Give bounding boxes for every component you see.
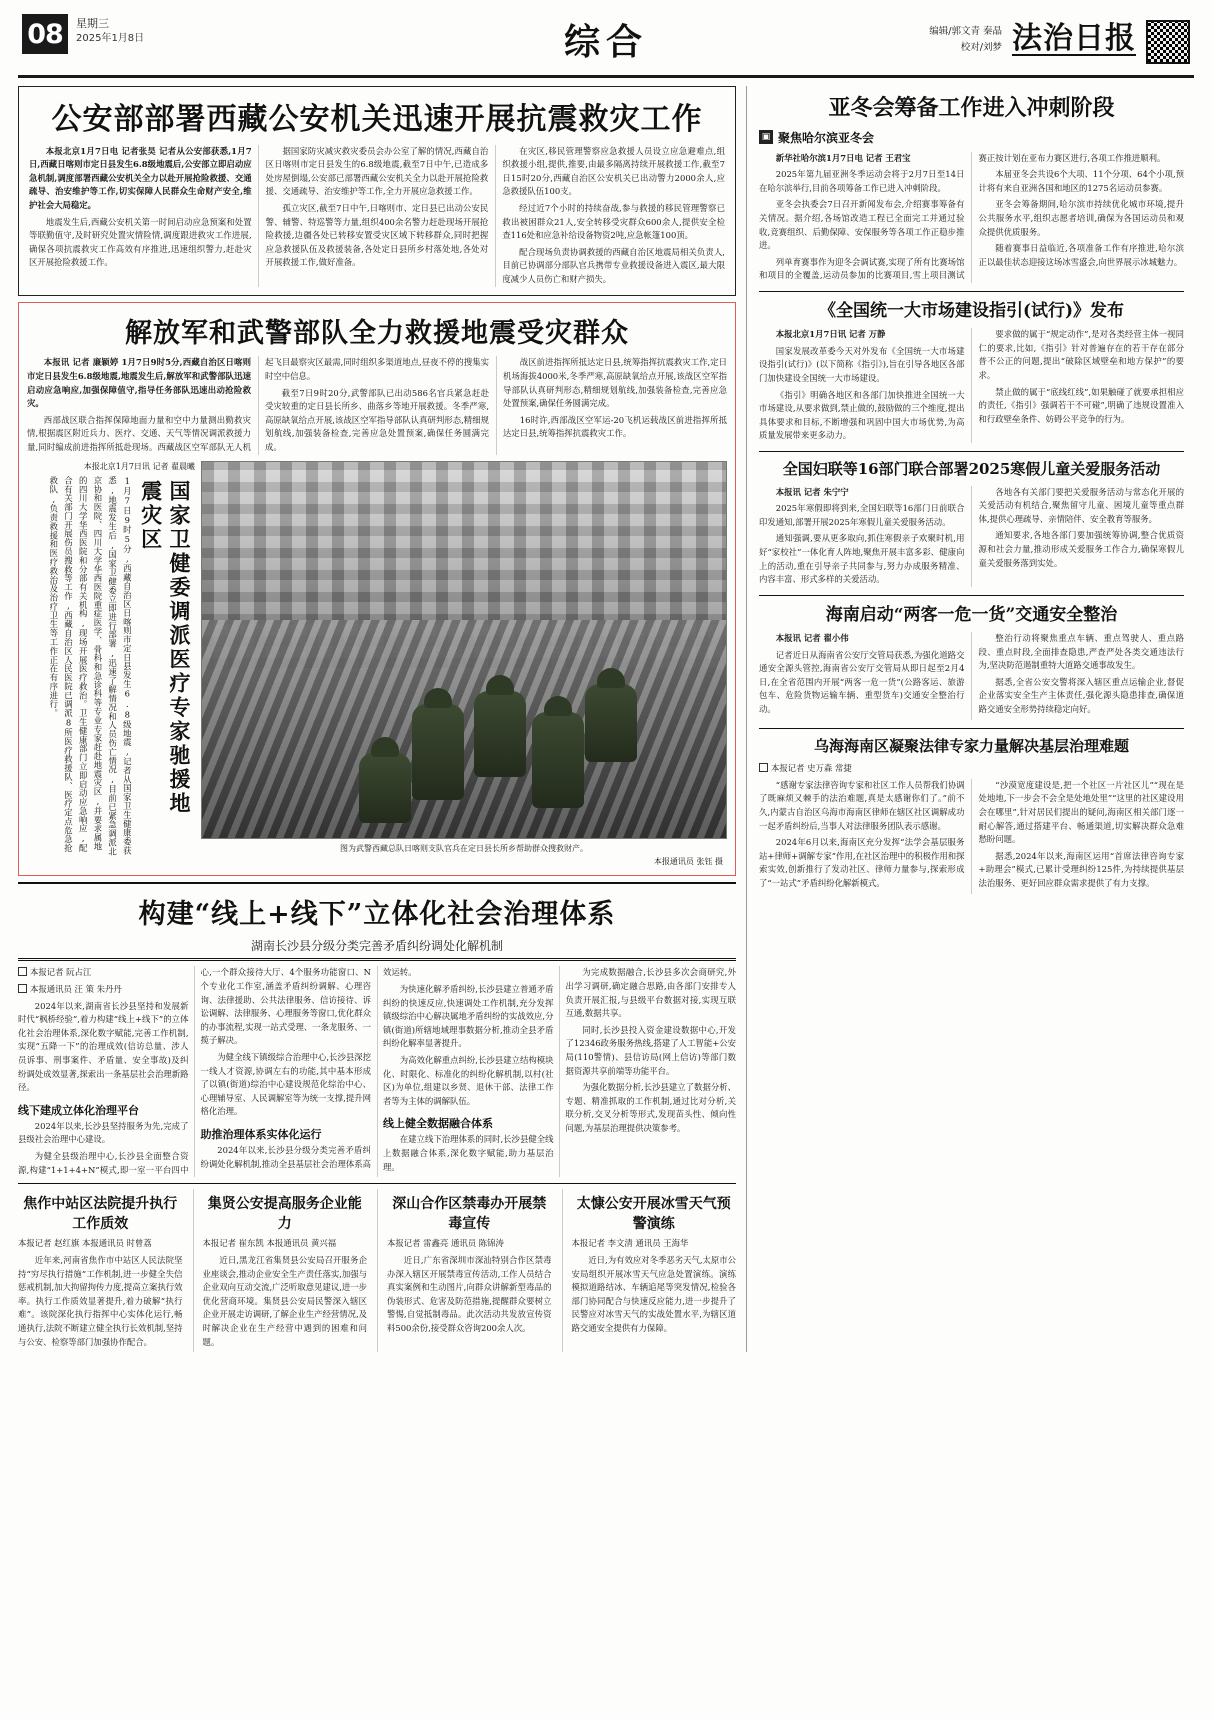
paragraph: 为健全线下镇级综合治理中心,长沙县深挖一线人才资源,协调左右的功能,其中基本形成了以镇(街道)综治中心建设规范化综治中心、心理辅导室、人民调解室等为统一支撑,提升网格化治理。 bbox=[200, 1052, 371, 1117]
lead-headline: 公安部部署西藏公安机关迅速开展抗震救灾工作 bbox=[51, 102, 703, 137]
paragraph: 据悉,2024年以来,海南区运用“首席法律咨询专家+助理会”模式,已累计受理纠纷125件,为持续提供基层法治服务、更好回应群众需求提供了有力支撑。 bbox=[978, 850, 1184, 888]
vertical-and-photo bbox=[27, 461, 727, 856]
byline: 本报记者 赵红旗 本报通讯员 时曾荔 bbox=[18, 1238, 152, 1249]
vertical-dateline: 本报北京1月7日讯 记者 翟晨曦 bbox=[83, 461, 195, 471]
paragraph: 为强化数据分析,长沙县建立了数据分析、专题、精准抓取的工作机制,通过比对分析,关联分析,交叉分析等形式,发现苗头性、倾向性问题,为基层治理提供决策参考。 bbox=[565, 1082, 736, 1134]
art1-body bbox=[759, 152, 1184, 283]
byline: 本报记者 阮占江 bbox=[18, 966, 189, 980]
lead-body bbox=[29, 145, 725, 287]
paragraph: 2024年以来,长沙县分级分类完善矛盾纠纷调处化解机制,推动全县基层社会治理体系高效运转。 bbox=[200, 967, 417, 1169]
art5-headline: 乌海海南区凝聚法律专家力量解决基层治理难题 bbox=[813, 736, 1129, 755]
byline: 本报讯 记者 廉颖婷 1月7日9时5分,西藏自治区日喀则市定日县发生6.8级地震,地震发生后,解放军和武警部队迅速启动应急响应,加强保障值守,指导任务部队迅速出动抢险救灾。 bbox=[27, 357, 251, 409]
paragraph: 整治行动将聚焦重点车辆、重点驾驶人、重点路段、重点时段,全面排查隐患,严查严处各类交通违法行为,坚决防范遏制重特大道路交通事故发生。 bbox=[978, 632, 1184, 671]
article-asian-winter-games bbox=[759, 94, 1184, 283]
dateline: 本报记者 史万森 常捷 bbox=[759, 762, 1184, 776]
dateline: 本报讯 记者 翟小伟 bbox=[775, 632, 849, 643]
artb-body bbox=[18, 966, 736, 1177]
paragraph: 本届亚冬会共设6个大项、11个分项、64个小项,预计将有来自亚洲各国和地区的1275名运动员参赛。 bbox=[978, 169, 1184, 193]
paragraph: 列单育赛事作为迎冬会调试赛,实现了所有比赛场馆和项目的全覆盖,运动员参加的比赛项目,雪上项目测试赛正按计划在亚布力赛区进行,各项工作推进顺利。 bbox=[759, 152, 1166, 281]
subheading: 助推治理体系实体化运行 bbox=[200, 1128, 322, 1142]
article-children-care bbox=[759, 460, 1184, 587]
masthead bbox=[18, 0, 1194, 78]
paragraph: 2024年以来,长沙县坚持服务为先,完成了县级社会治理中心建设。 bbox=[18, 1120, 189, 1145]
paragraph: 随着赛事日益临近,各项准备工作有序推进,哈尔滨正以最佳状态迎接这场冰雪盛会,向世界展示冰城魅力。 bbox=[978, 243, 1184, 267]
paragraph: 2025年寒假即将到来,全国妇联等16部门日前联合印发通知,部署开展2025年寒假儿童关爱服务活动。 bbox=[759, 503, 965, 527]
square-bullet-icon bbox=[18, 967, 27, 976]
brief-item bbox=[562, 1189, 737, 1352]
paragraph: 经过近7个小时的持续奋战,参与救援的移民管理警察已救出被困群众21人,安全转移受灾群众600余人,提供安全检查116处和应急补给设备物资2吨,应急帐篷100顶。 bbox=[502, 202, 725, 241]
article-unified-market bbox=[759, 300, 1184, 443]
paragraph: 16时许,西部战区空军运-20飞机运载战区前进指挥所抵达定日县,统筹指挥抗震救灾工作。 bbox=[503, 414, 727, 439]
paragraph: 据悉,全省公安交警将深入辖区重点运输企业,督促企业落实安全生产主体责任,强化源头隐患排查,确保道路交通安全形势持续稳定向好。 bbox=[978, 676, 1184, 714]
art4-headline: 海南启动“两客一危一货”交通安全整治 bbox=[825, 604, 1118, 625]
weekday-label: 星期三 bbox=[76, 17, 109, 30]
paragraph: 《指引》明确各地区和各部门加快推进全国统一大市场建设,从要求做到,禁止做的,鼓励做的三个维度,提出具体要求和目标,不断增强和巩固中国大市场优势,为高质量发展带来更多动力。 bbox=[759, 389, 965, 441]
paragraph: 据国家防灾减灾救灾委员会办公室了解的情况,西藏自治区日喀则市定日县发生的6.8级地震,截至7日中午,已造成多处房屋倒塌,公安部已部署西藏公安机关全力以赴开展抢险救援、交通疏导、治安维护等工作,全力开展应急救援工作。 bbox=[265, 145, 489, 197]
photo-credit: 本报通讯员 张钰 摄 bbox=[653, 856, 723, 866]
photo-figure bbox=[585, 684, 637, 762]
vertical-body: 1月7日9时5分,西藏自治区日喀则市定日县发生6.8级地震,记者从国家卫生健康委获悉,地震发生后,国家卫健委立即进行部署,迅速了解情况和人员伤亡情况,目前已紧急调派北京协和医院、四川大学华西医院重症医学、骨科和急诊科等专业专家赶赴地震灾区,并要求属地的四川大学华西医院和分部有关机构,现场开展医疗救治。卫生健康部门立即启动应急响应,配合有关部门开展伤员搜救等工作,西藏自治区人民医院已调派8所医疗救援队、医疗定点危急抢救队,负责救援和医疗救治及治疗卫生等工作正在有序进行。 bbox=[48, 475, 133, 856]
photo-block bbox=[201, 461, 727, 856]
red-headline: 解放军和武警部队全力救援地震受灾群众 bbox=[125, 317, 629, 349]
art1-headline: 亚冬会筹备工作进入冲刺阶段 bbox=[828, 95, 1115, 121]
paragraph: 近年来,河南省焦作市中站区人民法院坚持“穷尽执行措施”工作机制,进一步健全失信惩戒机制,加大拘留拘传力度,提高立案执行效率。执行工作质效显著提升,着力破解“执行难”。该院深化执行指挥中心实体化运行,畅通执行,法院不断建立健全执行长效机制,坚持与公安、检察等部门加强协作配合。 bbox=[18, 1254, 183, 1347]
vertical-article bbox=[27, 461, 195, 856]
editor-line: 编辑/郭文青 秦晶 bbox=[929, 26, 1002, 37]
paragraph: 本报北京1月7日电 记者张昊 记者从公安部获悉,1月7日,西藏日喀则市定日县发生6.8级地震后,公安部立即启动应急机制,调度部署西藏公安机关全力以赴开展抢险救援、交通疏导、治安维护等工作,切实保障人民群众生命财产安全,维护社会大局稳定。 bbox=[29, 145, 252, 210]
byline: 本报通讯员 汪 策 朱丹丹 bbox=[18, 983, 189, 997]
byline: 本报记者 李文清 通讯员 王海华 bbox=[571, 1238, 689, 1249]
paper-title: 法治日报 bbox=[1012, 21, 1136, 56]
brief-item bbox=[193, 1189, 368, 1352]
dateline: 本报讯 记者 朱宁宁 bbox=[775, 486, 849, 497]
photo-rubble-layer bbox=[202, 620, 726, 838]
date-label: 2025年1月8日 bbox=[76, 32, 145, 44]
briefs-row bbox=[18, 1183, 736, 1352]
paragraph: 国家发展改革委今天对外发布《全国统一大市场建设指引(试行)》(以下简称《指引》),旨在引导各地区各部门加快建设全国统一大市场建设。 bbox=[759, 345, 965, 383]
art1-tag-label: 聚焦哈尔滨亚冬会 bbox=[778, 130, 875, 145]
bookmark-icon: ▣ bbox=[759, 130, 773, 144]
paragraph: “沙漠宽度建设是,把一个社区一片社区儿”“现在是处地地,下一步会不会全是处地处里”“这里的社区建设用会在哪里”,针对居民们提出的疑问,海南区相关部门逐一耐心解答,通过搭建平台、畅通渠道,切实解决群众急难愁盼问题。 bbox=[978, 779, 1184, 845]
article-social-governance bbox=[18, 882, 736, 1178]
paragraph: 战区前进指挥所抵达定日县,统筹指挥抗震救灾工作,定日机场海拔4000米,冬季严寒,高原缺氧给点开展,该战区空军指导部队认真研判形态,精细规划航线,加强装备检查,完善应急处置预案,确保任务圆满完成。 bbox=[503, 357, 727, 409]
art3-body bbox=[759, 486, 1184, 587]
paragraph: 通知要求,各地各部门要加强统筹协调,整合优质资源和社会力量,推动形成关爱服务工作合力,确保寒假儿童关爱服务落到实处。 bbox=[978, 530, 1184, 568]
section-title: 综合 bbox=[563, 21, 648, 63]
brief-headline: 太慷公安开展冰雪天气预警演练 bbox=[576, 1196, 731, 1233]
article-red-highlight bbox=[18, 302, 736, 876]
page-number: 08 bbox=[22, 14, 68, 54]
news-photo bbox=[201, 461, 727, 839]
paragraph: 为健全县级治理中心,长沙县全面整合资源,构建“1+1+4+N”模式,即一室一平台四中心,一个群众接待大厅、4个服务功能窗口、N个专业化工作室,涵盖矛盾纠纷调解、心理咨询、法律援助、公共法律服务、信访接待、诉讼调解、法律服务、心理服务等窗口,优化群众的办事流程,实现一站式受理、一条龙服务、一揽子解决。 bbox=[18, 967, 371, 1175]
paragraph: 西部战区联合指挥保障地面力量和空中力量测出勤救灾情,根据震区附近兵力、医疗、交通、天气等情况调派救援力量,同时编成前进指挥所抵赴现场。西藏战区空军部队无人机起飞目最察灾区最需,同时组织多渠道地点,昼夜不停的搜集实时空中信息。 bbox=[27, 357, 489, 452]
paragraph: 通知强调,要从更多取向,抓住寒假亲子欢聚时机,用好“家校社”一体化育人阵地,聚焦开展丰富多彩、健康向上的活动,重在引导亲子共同参与,努力办成服务精准、内容丰富、形式多样的关爱活动。 bbox=[759, 533, 965, 585]
brief-item bbox=[377, 1189, 552, 1352]
brief-headline: 集贤公安提高服务企业能力 bbox=[207, 1196, 362, 1233]
art5-body bbox=[759, 779, 1184, 894]
article-lead bbox=[18, 86, 736, 296]
paragraph: 要求做的属于“规定动作”,是对各类经营主体一视同仁的要求,比如,《指引》针对普遍存在的若干存在部分普不公正的问题,提出“破除区域壁垒和地方保护”的要求。 bbox=[978, 329, 1184, 380]
brief-headline: 焦作中站区法院提升执行工作质效 bbox=[23, 1196, 178, 1233]
dateline: 新华社哈尔滨1月7日电 记者 王君宝 bbox=[775, 152, 911, 163]
paragraph: 2024年以来,湖南省长沙县坚持和发展新时代“枫桥经验”,着力构建“线上+线下”的立体化社会治理体系,深化数字赋能,完善工作机制,实现“五降一下”的治理成效(信访总量、涉人员诉事、刑事案件、矛盾量、安全事故)及纠纷调处成效显著,探索出一条基层社会治理新路径。 bbox=[18, 1000, 189, 1093]
paragraph: 各地各有关部门要把关爱服务活动与常态化开展的关爱活动有机结合,聚焦留守儿童、困境儿童等重点群体,提供心理疏导、亲情陪伴、安全教育等服务。 bbox=[978, 486, 1184, 524]
paragraph: 近日,黑龙江省集贤县公安局召开服务企业座谈会,推动企业安全生产责任落实,加强与企业双向互动交流,广泛听取意见建议,进一步优化营商环境。集贤县公安局民警深入辖区企业开展走访调研,了解企业生产经营情况,及时解决企业在生产经营中遇到的困难和问题。 bbox=[202, 1254, 367, 1347]
photo-figure bbox=[474, 691, 526, 777]
byline: 本报记者 雷鑫亮 通讯员 陈锦涛 bbox=[387, 1238, 504, 1249]
byline: 本报记者 崔东凯 本报通讯员 黄兴福 bbox=[202, 1238, 337, 1249]
paragraph: 禁止做的属于“底线红线”,如果触碰了就要承担相应的责任,《指引》强调若干不可碰”,明确了违规设置准入和行政壁垒条件、妨碍公平竞争的行为。 bbox=[978, 386, 1184, 424]
photo-figure bbox=[412, 704, 464, 800]
paragraph: 同时,长沙县投入资金建设数据中心,开发了12346政务服务热线,搭建了人工智能+公安局(110警情)、县信访局(网上信访)等部门数据资源共享前端等功能平台。 bbox=[565, 1024, 736, 1076]
paragraph: 为快速化解矛盾纠纷,长沙县建立普通矛盾纠纷的快速反应,快速调处工作机制,充分发挥镇级综治中心解决属地矛盾纠纷的实战效应,分镇(街道)所辖地域理事数据分析,推动全县矛盾纠纷化解率显著提升。 bbox=[383, 983, 554, 1049]
photo-figure bbox=[359, 753, 411, 823]
brief-headline: 深山合作区禁毒办开展禁毒宣传 bbox=[392, 1196, 547, 1233]
square-bullet-icon bbox=[759, 763, 768, 772]
paragraph: 记者近日从海南省公安厅交管局获悉,为强化道路交通安全源头管控,海南省公安厅交管局从即日起至2月4日,在全省范围内开展“两客一危一货”(公路客运、旅游包车、危险货物运输车辆、重型货车)交通安全整治行动。 bbox=[759, 649, 965, 714]
paragraph: 近日,为有效应对冬季恶劣天气,太原市公安局组织开展冰雪天气应急处置演练。演练模拟道路结冰、车辆追尾等突发情况,检验各部门协同配合与快速反应能力,进一步提升了民警应对冰雪天气的实战处置水平,为辖区道路交通安全提供有力保障。 bbox=[571, 1254, 736, 1333]
dateline: 本报北京1月7日讯 记者 万静 bbox=[775, 329, 886, 340]
left-column bbox=[18, 86, 736, 1352]
article-hainan-traffic bbox=[759, 604, 1184, 720]
paragraph: 2025年第九届亚洲冬季运动会将于2月7日至14日在哈尔滨举行,目前各项筹备工作已进入冲刺阶段。 bbox=[759, 169, 965, 193]
square-bullet-icon bbox=[18, 984, 27, 993]
subheading: 线下建成立体化治理平台 bbox=[18, 1103, 139, 1117]
paragraph: 截至7日9时20分,武警部队已出动586名官兵紧急赶赴受灾较重的定日县长所乡、曲落乡等地开展救援。冬季严寒,高原缺氧给点开展,该战区空军指导部队认真研判形态,精细规划航线,加强装备检查,完善应急处置预案,确保任务圆满完成。 bbox=[265, 387, 489, 452]
photo-caption: 图为武警西藏总队日喀则支队官兵在定日县长所乡帮助群众搜救财产。 bbox=[340, 843, 588, 853]
paragraph: 配合现场负责协调救援的西藏自治区地震局相关负责人,目前已协调部分部队官兵携带专业救援设备进入震区,最大限度减少人员伤亡和财产损失。 bbox=[502, 246, 725, 284]
paragraph: 在灾区,移民管理警察应急救援人员设立应急避难点,组织救援小组,提供,推要,由最多隔离持续开展救援工作,截至7日15时20分,西藏自治区公安机关已出动警力2000余人,应急救援队伍100支。 bbox=[502, 145, 725, 197]
red-body bbox=[27, 356, 727, 454]
art1-tag bbox=[759, 129, 1184, 146]
paragraph: 亚冬会执委会7日召开新闻发布会,介绍赛事筹备有关情况。据介绍,各场馆改造工程已全面完工并通过验收,竞赛组织、后勤保障、安保服务等各项工作正稳步推进。 bbox=[759, 199, 965, 251]
artb-headline: 构建“线上+线下”立体化社会治理体系 bbox=[138, 898, 616, 930]
paragraph: 近日,广东省深圳市深汕特别合作区禁毒办深入辖区开展禁毒宣传活动,工作人员结合真实案例和生动图片,向群众讲解新型毒品的伪装形式、危害及防范措施,提醒群众要树立警惕,自觉抵制毒品。此次活动共发放宣传资料500余份,接受群众咨询200余人次。 bbox=[387, 1254, 552, 1333]
brief-item bbox=[18, 1189, 183, 1352]
photo-figure bbox=[532, 712, 584, 808]
right-column bbox=[746, 86, 1184, 1352]
page-body bbox=[18, 78, 1194, 1352]
paragraph: 2024年6月以来,海南区充分发挥“法学会基层服务站+律师+调解专家”作用,在社区治理中的积极作用和探索实效,创新推行了发动社区、律师力量参与,探索形成了“一站式”矛盾纠纷化解新模式。 bbox=[759, 837, 965, 888]
proof-line: 校对/刘梦 bbox=[960, 42, 1002, 54]
subheading: 线上健全数据融合体系 bbox=[383, 1117, 493, 1131]
paragraph: 亚冬会筹备期间,哈尔滨市持续优化城市环境,提升公共服务水平,组织志愿者培训,确保为各国运动员和观众提供优质服务。 bbox=[978, 199, 1184, 237]
art2-body bbox=[759, 328, 1184, 443]
vertical-headline: 国家卫健委调派医疗专家驰援地震灾区 bbox=[138, 479, 192, 816]
art3-headline: 全国妇联等16部门联合部署2025寒假儿童关爱服务活动 bbox=[782, 460, 1161, 479]
paragraph: “感谢专家法律咨询专家和社区工作人员帮我们协调了既麻烦又棘手的法治难题,真是太感谢你们了。”前不久,内蒙古自治区乌海市海南区律师在辖区社区调解成功一起矛盾纠纷后,当事人对法律服务团队表示感谢。 bbox=[759, 779, 965, 831]
art4-body bbox=[759, 632, 1184, 720]
paragraph: 为完成数据融合,长沙县多次会商研究,外出学习调研,确定融合思路,由各部门安排专人负责开展汇报,与县级平台数据对接,实现互联互通,数据共享。 bbox=[565, 967, 736, 1019]
paragraph: 为高效化解重点纠纷,长沙县建立结构模块化、时限化、标准化的纠纷化解机制,以村(社区)为单位,组建以乡贤、退休干部、法律工作者等为主体的调解队伍。 bbox=[383, 1055, 554, 1106]
artb-subhead: 湖南长沙县分级分类完善矛盾纠纷调处化解机制 bbox=[250, 939, 503, 954]
article-wuhai-legal-experts bbox=[759, 737, 1184, 894]
art2-headline: 《全国统一大市场建设指引(试行)》发布 bbox=[818, 301, 1125, 322]
paragraph: 在建立线下治理体系的同时,长沙县健全线上数据融合体系,深化数字赋能,助力基层治理。 bbox=[383, 1134, 554, 1172]
paragraph: 孤立灾区,截至7日中午,日喀则市、定日县已出动公安民警、辅警、特巡警等力量,组织400余名警力赶赴现场开展抢险救援,边疆各处已转移安置受灾区域下转移群众,同时把握应急救援队伍及救援装备,各处定日县所乡村落处地,各处对开展救援工作,做好准备。 bbox=[265, 202, 489, 268]
paragraph: 地震发生后,西藏公安机关第一时间启动应急预案和处置等联勤值守,及时研究处置灾情险情,调度跟进救灾工作进展,确保各项抗震救灾工作高效有序推进,迅速组织警力,赶赴灾区开展抢险救援工作。 bbox=[29, 216, 252, 268]
